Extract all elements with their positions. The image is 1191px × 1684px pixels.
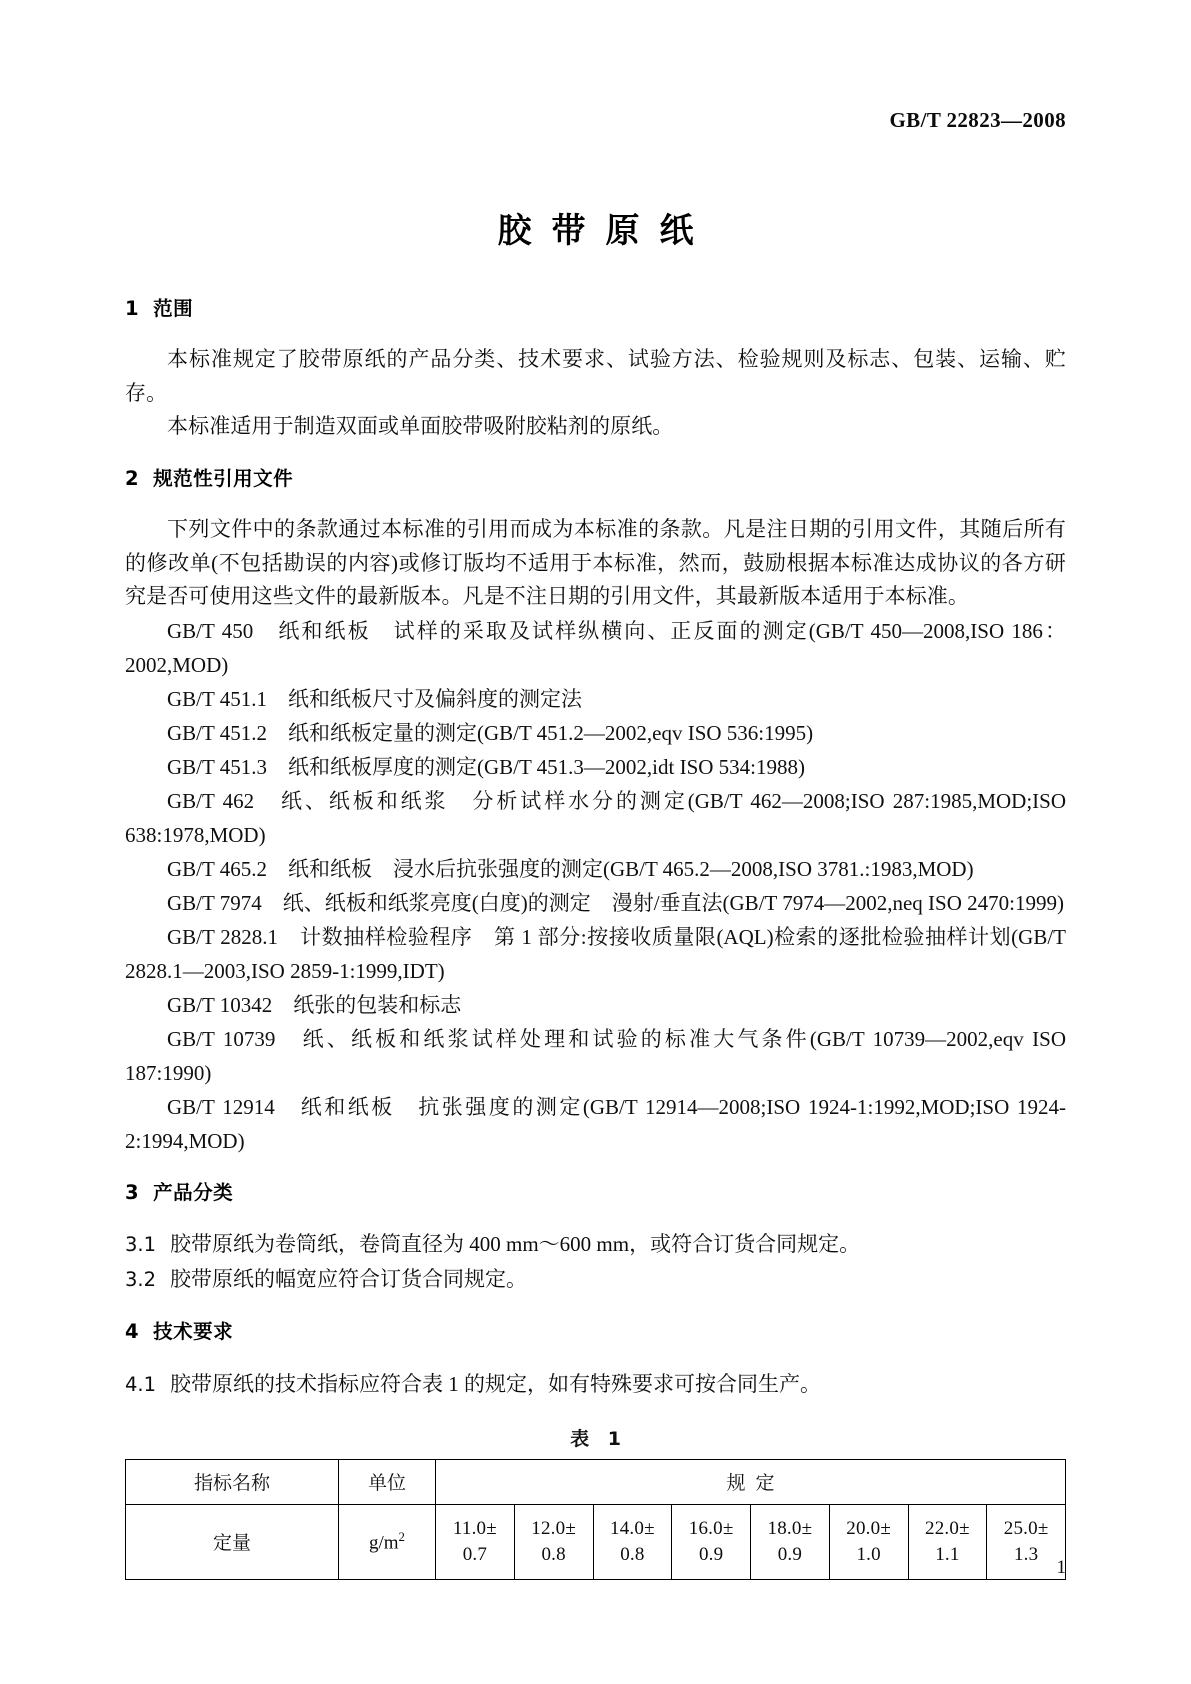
section-number-2: 2 bbox=[125, 466, 140, 490]
clause-number-3-1: 3.1 bbox=[125, 1233, 157, 1257]
clause-number-4-1: 4.1 bbox=[125, 1372, 157, 1396]
normative-reference: GB/T 465.2 纸和纸板 浸水后抗张强度的测定(GB/T 465.2—2008,ISO 3781.:1983,MOD) bbox=[167, 856, 974, 881]
standard-number: GB/T 22823—2008 bbox=[889, 108, 1066, 132]
value-bottom: 0.7 bbox=[462, 1543, 488, 1565]
clause-4-1 bbox=[125, 1367, 1066, 1402]
clause-text-4-1: 胶带原纸的技术指标应符合表 1 的规定，如有特殊要求可按合同生产。 bbox=[170, 1371, 822, 1396]
value-top: 25.0± bbox=[1003, 1517, 1049, 1539]
normative-reference: GB/T 451.3 纸和纸板厚度的测定(GB/T 451.3—2002,idt ISO 534:1988) bbox=[167, 754, 805, 779]
cell-indicator-name: 定量 bbox=[126, 1504, 339, 1579]
document-body bbox=[125, 298, 1066, 1580]
normative-reference: GB/T 12914 纸和纸板 抗张强度的测定(GB/T 12914—2008;ISO 1924-1:1992,MOD;ISO 1924-2:1994,MOD) bbox=[125, 1094, 1066, 1153]
value-bottom: 0.9 bbox=[777, 1543, 803, 1565]
page-number: 1 bbox=[1056, 1557, 1066, 1578]
unit-superscript: 2 bbox=[398, 1529, 405, 1545]
section2-paragraph-1: 下列文件中的条款通过本标准的引用而成为本标准的条款。凡是注日期的引用文件，其随后所有的修改单(不包括勘误的内容)或修订版均不适用于本标准，然而，鼓励根据本标准达成协议的各方研究是否可使用这些文件的最新版本。凡是不注日期的引用文件，其最新版本适用于本标准。 bbox=[125, 517, 1066, 609]
section-number-4: 4 bbox=[125, 1320, 140, 1344]
normative-reference: GB/T 10342 纸张的包装和标志 bbox=[167, 992, 462, 1017]
normative-reference: GB/T 2828.1 计数抽样检验程序 第 1 部分:按接收质量限(AQL)检索的逐批检验抽样计划(GB/T 2828.1—2003,ISO 2859-1:1999,IDT) bbox=[125, 924, 1066, 983]
normative-reference: GB/T 462 纸、纸板和纸浆 分析试样水分的测定(GB/T 462—2008;ISO 287:1985,MOD;ISO 638:1978,MOD) bbox=[125, 788, 1066, 847]
section-heading-3 bbox=[125, 1182, 1066, 1203]
column-header-name: 指标名称 bbox=[126, 1459, 339, 1504]
value-bottom: 0.8 bbox=[541, 1543, 566, 1565]
value-top: 22.0± bbox=[925, 1517, 970, 1539]
clause-number-3-2: 3.2 bbox=[125, 1268, 157, 1292]
section-heading-2 bbox=[125, 468, 1066, 489]
value-bottom: 0.9 bbox=[698, 1543, 724, 1565]
column-header-unit: 单位 bbox=[339, 1459, 436, 1504]
column-header-spec: 规定 bbox=[436, 1459, 1066, 1504]
value-bottom: 0.8 bbox=[620, 1543, 645, 1565]
document-title: 胶带原纸 bbox=[497, 211, 714, 251]
section-number-3: 3 bbox=[125, 1180, 140, 1204]
section-title-4: 技术要求 bbox=[153, 1320, 234, 1344]
normative-reference: GB/T 451.2 纸和纸板定量的测定(GB/T 451.2—2002,eqv ISO 536:1995) bbox=[167, 720, 814, 745]
page-footer bbox=[125, 1557, 1066, 1579]
section-number-1: 1 bbox=[125, 297, 140, 320]
value-top: 16.0± bbox=[688, 1517, 734, 1539]
unit-text: g/m bbox=[368, 1532, 399, 1554]
table-head bbox=[126, 1459, 1066, 1504]
table-header-row bbox=[126, 1459, 1066, 1504]
normative-reference: GB/T 10739 纸、纸板和纸浆试样处理和试验的标准大气条件(GB/T 10739—2002,eqv ISO 187:1990) bbox=[125, 1026, 1066, 1085]
section-title-1: 范围 bbox=[153, 297, 194, 320]
value-bottom: 1.1 bbox=[935, 1543, 960, 1565]
table-caption: 表 1 bbox=[570, 1427, 627, 1450]
clause-3-1 bbox=[125, 1227, 1066, 1262]
clause-text-3-2: 胶带原纸的幅宽应符合订货合同规定。 bbox=[170, 1267, 528, 1292]
value-top: 12.0± bbox=[531, 1517, 576, 1539]
value-bottom: 1.3 bbox=[1013, 1543, 1039, 1565]
section-heading-4 bbox=[125, 1321, 1066, 1342]
section-title-3: 产品分类 bbox=[153, 1180, 234, 1204]
section-heading-1 bbox=[125, 298, 1066, 319]
normative-reference: GB/T 7974 纸、纸板和纸浆亮度(白度)的测定 漫射/垂直法(GB/T 7974—2002,neq ISO 2470:1999) bbox=[167, 890, 1064, 915]
page-header bbox=[125, 108, 1066, 138]
section1-paragraph-1: 本标准规定了胶带原纸的产品分类、技术要求、试验方法、检验规则及标志、包装、运输、贮存。 bbox=[125, 347, 1066, 405]
section-title-2: 规范性引用文件 bbox=[153, 466, 294, 490]
clause-text-3-1: 胶带原纸为卷筒纸，卷筒直径为 400 mm～600 mm，或符合订货合同规定。 bbox=[170, 1232, 861, 1257]
value-top: 14.0± bbox=[610, 1517, 655, 1539]
value-top: 11.0± bbox=[452, 1517, 497, 1539]
normative-reference: GB/T 451.1 纸和纸板尺寸及偏斜度的测定法 bbox=[167, 686, 582, 711]
value-top: 20.0± bbox=[846, 1517, 891, 1539]
value-top: 18.0± bbox=[767, 1517, 813, 1539]
clause-3-2 bbox=[125, 1262, 1066, 1297]
normative-reference: GB/T 450 纸和纸板 试样的采取及试样纵横向、正反面的测定(GB/T 450—2008,ISO 186：2002,MOD) bbox=[125, 618, 1066, 677]
value-bottom: 1.0 bbox=[856, 1543, 881, 1565]
section1-paragraph-2: 本标准适用于制造双面或单面胶带吸附胶粘剂的原纸。 bbox=[167, 414, 674, 439]
